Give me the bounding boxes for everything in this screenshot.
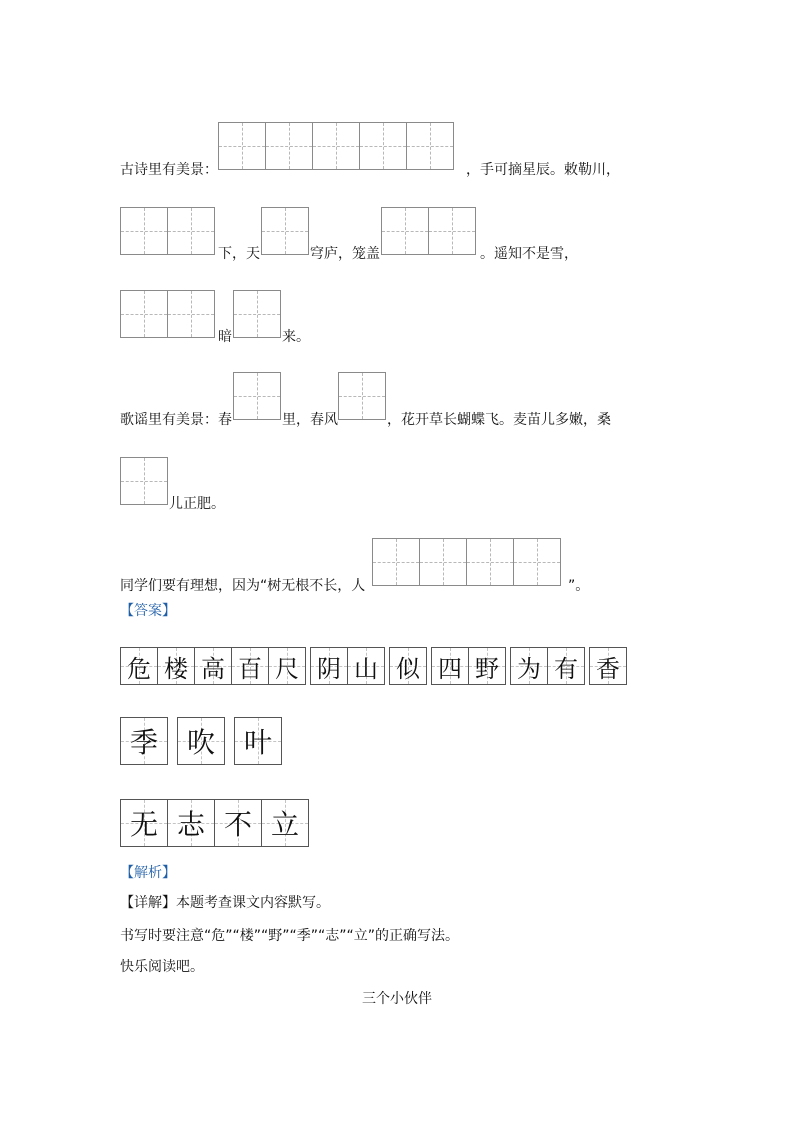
answer-cell: 野: [468, 647, 506, 685]
grid-cell[interactable]: [338, 372, 386, 420]
q2-text-3: 。遥知不是雪，: [480, 246, 578, 262]
q1-suffix: ，手可摘星辰。敕勒川，: [466, 162, 620, 178]
answer-cell: 危: [120, 647, 158, 685]
answer-group: [177, 717, 224, 765]
answer-cell: 为: [510, 647, 548, 685]
q4-prefix: 歌谣里有美景：春: [120, 412, 232, 428]
answer-cell: 吹: [177, 717, 225, 765]
q4-blank-grid-1[interactable]: [233, 372, 280, 420]
grid-cell[interactable]: [233, 290, 281, 338]
answer-cell: 有: [547, 647, 585, 685]
analysis-detail: 【详解】本题考查课文内容默写。: [120, 895, 330, 911]
grid-cell[interactable]: [428, 207, 476, 255]
q3-text-1: 暗: [218, 329, 232, 345]
answer-group: [389, 647, 426, 685]
answer-group: [120, 717, 167, 765]
grid-cell[interactable]: [120, 207, 168, 255]
answer-row-1: [120, 647, 626, 685]
answer-cell: 叶: [234, 717, 282, 765]
grid-cell[interactable]: [167, 207, 215, 255]
reading-intro: 快乐阅读吧。: [120, 959, 204, 975]
answer-group: [589, 647, 626, 685]
q3-blank-grid-1[interactable]: [120, 290, 214, 338]
answer-group: [120, 799, 308, 847]
answer-cell: 不: [214, 799, 262, 847]
q4-text-1: 里，春风: [282, 412, 338, 428]
grid-cell[interactable]: [466, 538, 514, 586]
answer-cell: 尺: [268, 647, 306, 685]
answer-cell: 高: [194, 647, 232, 685]
answer-cell: 百: [231, 647, 269, 685]
answer-cell: 立: [261, 799, 309, 847]
q2-blank-grid-3[interactable]: [381, 207, 475, 255]
grid-cell[interactable]: [312, 122, 360, 170]
answer-group: [431, 647, 505, 685]
q2-text-1: 下，天: [218, 246, 260, 262]
answer-cell: 似: [389, 647, 427, 685]
answer-group: [120, 647, 305, 685]
grid-cell[interactable]: [359, 122, 407, 170]
answer-group: [234, 717, 281, 765]
q4-text-2: ，花开草长蝴蝶飞。麦苗儿多嫩，桑: [387, 412, 611, 428]
analysis-note: 书写时要注意“危”“楼”“野”“季”“志”“立”的正确写法。: [120, 928, 460, 944]
q6-prefix: 同学们要有理想，因为“树无根不长，人: [120, 578, 366, 594]
answer-heading: 【答案】: [120, 603, 176, 619]
answer-cell: 四: [431, 647, 469, 685]
q2-text-2: 穹庐，笼盖: [310, 246, 380, 262]
answer-group: [310, 647, 384, 685]
q3-blank-grid-2[interactable]: [233, 290, 280, 338]
answer-cell: 无: [120, 799, 168, 847]
q3-text-2: 来。: [282, 329, 310, 345]
grid-cell[interactable]: [381, 207, 429, 255]
answer-cell: 楼: [157, 647, 195, 685]
q4-blank-grid-2[interactable]: [338, 372, 385, 420]
answer-cell: 志: [167, 799, 215, 847]
grid-cell[interactable]: [261, 207, 309, 255]
answer-row-2: [120, 717, 281, 765]
q6-blank-grid[interactable]: [372, 538, 560, 586]
grid-cell[interactable]: [406, 122, 454, 170]
q1-blank-grid[interactable]: [218, 122, 453, 170]
answer-cell: 阴: [310, 647, 348, 685]
grid-cell[interactable]: [120, 457, 168, 505]
q2-blank-grid-1[interactable]: [120, 207, 214, 255]
answer-cell: 香: [589, 647, 627, 685]
analysis-heading: 【解析】: [120, 865, 176, 881]
grid-cell[interactable]: [513, 538, 561, 586]
grid-cell[interactable]: [265, 122, 313, 170]
q6-suffix: ”。: [568, 578, 590, 594]
q5-blank-grid[interactable]: [120, 457, 167, 505]
story-title: 三个小伙伴: [362, 991, 432, 1007]
grid-cell[interactable]: [419, 538, 467, 586]
grid-cell[interactable]: [233, 372, 281, 420]
grid-cell[interactable]: [120, 290, 168, 338]
q1-prefix: 古诗里有美景：: [120, 162, 218, 178]
answer-row-3: [120, 799, 308, 847]
grid-cell[interactable]: [372, 538, 420, 586]
grid-cell[interactable]: [218, 122, 266, 170]
answer-cell: 山: [347, 647, 385, 685]
grid-cell[interactable]: [167, 290, 215, 338]
q5-text: 儿正肥。: [169, 496, 225, 512]
answer-cell: 季: [120, 717, 168, 765]
answer-group: [510, 647, 584, 685]
q2-blank-grid-2[interactable]: [261, 207, 308, 255]
